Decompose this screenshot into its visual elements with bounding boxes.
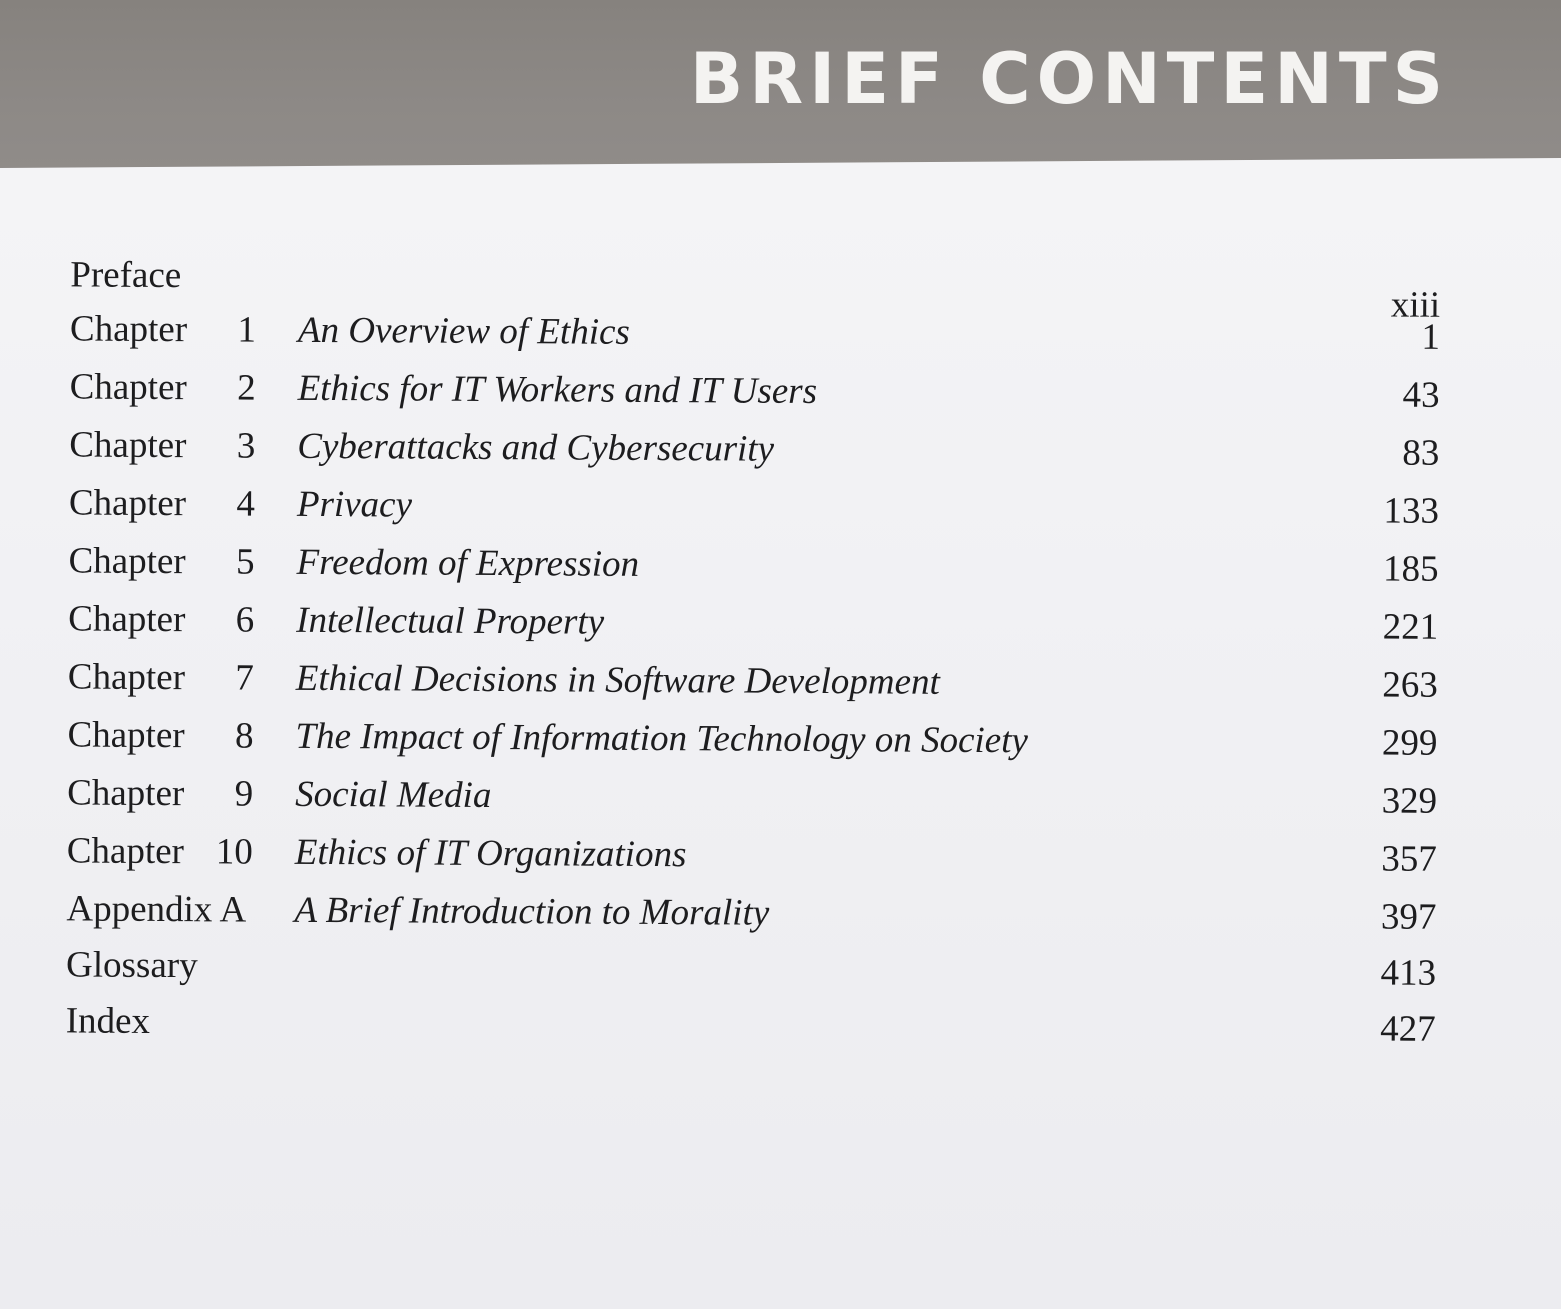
toc-entry-index bbox=[66, 996, 1436, 1054]
toc-entry-chapter-10 bbox=[67, 826, 1437, 884]
entry-number: 4 bbox=[236, 483, 256, 525]
entry-page: 1 bbox=[1421, 316, 1441, 358]
toc-entry-chapter-4 bbox=[69, 478, 1439, 536]
entry-label: Appendix A bbox=[66, 888, 247, 931]
entry-label: Chapter bbox=[69, 424, 187, 467]
toc-entry-preface bbox=[70, 250, 1441, 326]
toc-entry-chapter-6 bbox=[68, 594, 1438, 652]
toc-entry-chapter-5 bbox=[68, 536, 1438, 594]
toc-entry-appendix-a bbox=[66, 884, 1436, 942]
page-title: BRIEF CONTENTS bbox=[689, 38, 1449, 120]
entry-page: 263 bbox=[1382, 664, 1438, 706]
entry-number: 9 bbox=[234, 773, 254, 815]
entry-number: 7 bbox=[235, 657, 254, 699]
entry-page: 397 bbox=[1380, 896, 1437, 938]
toc-entry-chapter-1 bbox=[70, 304, 1440, 362]
toc-entry-chapter-7 bbox=[68, 652, 1438, 710]
entry-title: Ethics for IT Workers and IT Users bbox=[297, 367, 818, 412]
entry-title: Ethical Decisions in Software Development bbox=[295, 657, 940, 703]
toc-entry-glossary bbox=[66, 940, 1436, 998]
entry-title: A Brief Introduction to Morality bbox=[294, 889, 770, 934]
entry-title: Ethics of IT Organizations bbox=[294, 831, 687, 876]
entry-page: 43 bbox=[1402, 374, 1440, 416]
entry-label: Chapter bbox=[68, 482, 187, 525]
entry-label: Chapter bbox=[67, 714, 185, 757]
entry-title: Intellectual Property bbox=[296, 599, 605, 643]
entry-label: Glossary bbox=[65, 944, 198, 987]
entry-page: 185 bbox=[1382, 548, 1439, 590]
entry-title: An Overview of Ethics bbox=[297, 309, 630, 353]
entry-title: Privacy bbox=[296, 483, 413, 526]
entry-label: Chapter bbox=[68, 598, 186, 641]
entry-page: 221 bbox=[1382, 606, 1439, 648]
entry-title: The Impact of Information Technology on Society bbox=[295, 715, 1028, 762]
entry-label: Chapter bbox=[66, 830, 185, 873]
toc-entry-chapter-9 bbox=[67, 768, 1437, 826]
entry-title: Social Media bbox=[295, 773, 492, 817]
entry-title: Freedom of Expression bbox=[296, 541, 640, 585]
entry-label: Index bbox=[65, 1000, 151, 1042]
entry-number: 1 bbox=[237, 309, 257, 351]
entry-label: Chapter bbox=[68, 540, 186, 583]
entry-number: 10 bbox=[215, 831, 253, 873]
entry-page: 133 bbox=[1383, 490, 1440, 532]
entry-page: 427 bbox=[1380, 1008, 1436, 1050]
entry-page: xiii bbox=[1390, 284, 1441, 326]
entry-label: Preface bbox=[70, 254, 182, 297]
entry-number: 6 bbox=[235, 599, 255, 641]
entry-number: 3 bbox=[236, 425, 256, 467]
entry-number: 2 bbox=[237, 367, 256, 409]
entry-title: Cyberattacks and Cybersecurity bbox=[297, 425, 775, 470]
entry-number: 8 bbox=[234, 715, 254, 757]
entry-page: 299 bbox=[1381, 722, 1438, 764]
entry-page: 357 bbox=[1381, 838, 1437, 880]
toc-entry-chapter-3 bbox=[69, 420, 1439, 478]
entry-page: 413 bbox=[1380, 952, 1437, 994]
entry-number: 5 bbox=[235, 541, 255, 583]
entry-label: Chapter bbox=[67, 656, 186, 699]
entry-label: Chapter bbox=[69, 366, 187, 409]
entry-label: Chapter bbox=[67, 772, 185, 815]
toc-entry-chapter-2 bbox=[69, 362, 1439, 420]
entry-page: 329 bbox=[1381, 780, 1438, 822]
entry-page: 83 bbox=[1402, 432, 1440, 474]
toc-entry-chapter-8 bbox=[67, 710, 1437, 768]
entry-label: Chapter bbox=[69, 308, 188, 351]
